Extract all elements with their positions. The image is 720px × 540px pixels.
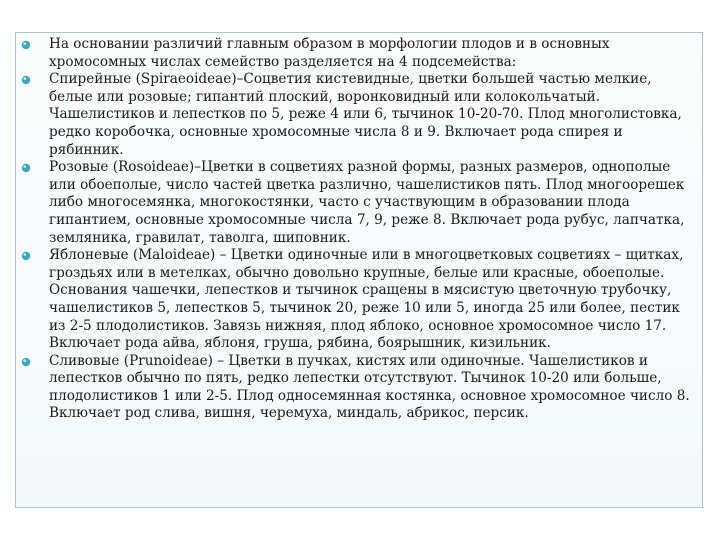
list-item <box>33 247 693 353</box>
bullet-list <box>33 36 693 423</box>
item-text: Спирейные (Spiraeoideae)–Соцветия кистевидные, цветки большей частью мелкие, белые или розовые; гипантий плоский, воронковидный или колокольчатый. Чашелистиков и лепестков по 5, реже 4 или 6, тычинок 10-20-70. Плод многолистовка, редко коробочка, основные хромосомные числа 8 и 9. Включает рода спирея и рябинник. <box>49 71 682 158</box>
list-item <box>33 36 693 71</box>
item-text: Розовые (Rosoideae)–Цветки в соцветиях разной формы, разных размеров, однополые или обоеполые, число частей цветка различно, чашелистиков пять. Плод многоорешек либо многосемянка, многокостянки, часто с участвующим в образовании плода гипантием, основные хромосомные числа 7, 9, реже 8. Включает рода рубус, лапчатка, земляника, гравилат, таволга, шиповник. <box>49 159 685 246</box>
bullet-icon <box>20 250 32 262</box>
bullet-icon <box>20 74 32 86</box>
item-text: Сливовые (Prunoideae) – Цветки в пучках, кистях или одиночные. Чашелистиков и лепестков обычно по пять, редко лепестки отсутствуют. Тычинок 10-20 или больше, плодолистиков 1 или 2-5. Плод односемянная костянка, основное хромосомное число 8. Включает род слива, вишня, черемуха, миндаль, абрикос, персик. <box>49 352 690 422</box>
item-text: Яблоневые (Maloideae) – Цветки одиночные или в многоцветковых соцветиях – щитках, гроздьях или в метелках, обычно довольно крупные, белые или красные, обоеполые. Основания чашечки, лепестков и тычинок сращены в мясистую цветочную трубочку, чашелистиков 5, лепестков 5, тычинок 20, реже 10 или 5, иногда 25 или более, пестик из 2-5 плодолистиков. Завязь нижняя, плод яблоко, основное хромосомное число 17. Включает рода айва, яблоня, груша, рябина, боярышник, кизильник. <box>49 247 684 352</box>
bullet-icon <box>20 356 32 368</box>
bullet-icon <box>20 39 32 51</box>
list-item <box>33 71 693 159</box>
bullet-icon <box>20 162 32 174</box>
list-item <box>33 159 693 247</box>
list-item <box>33 353 693 423</box>
item-text: На основании различий главным образом в морфологии плодов и в основных хромосомных числах семейство разделяется на 4 подсемейства: <box>49 36 610 70</box>
